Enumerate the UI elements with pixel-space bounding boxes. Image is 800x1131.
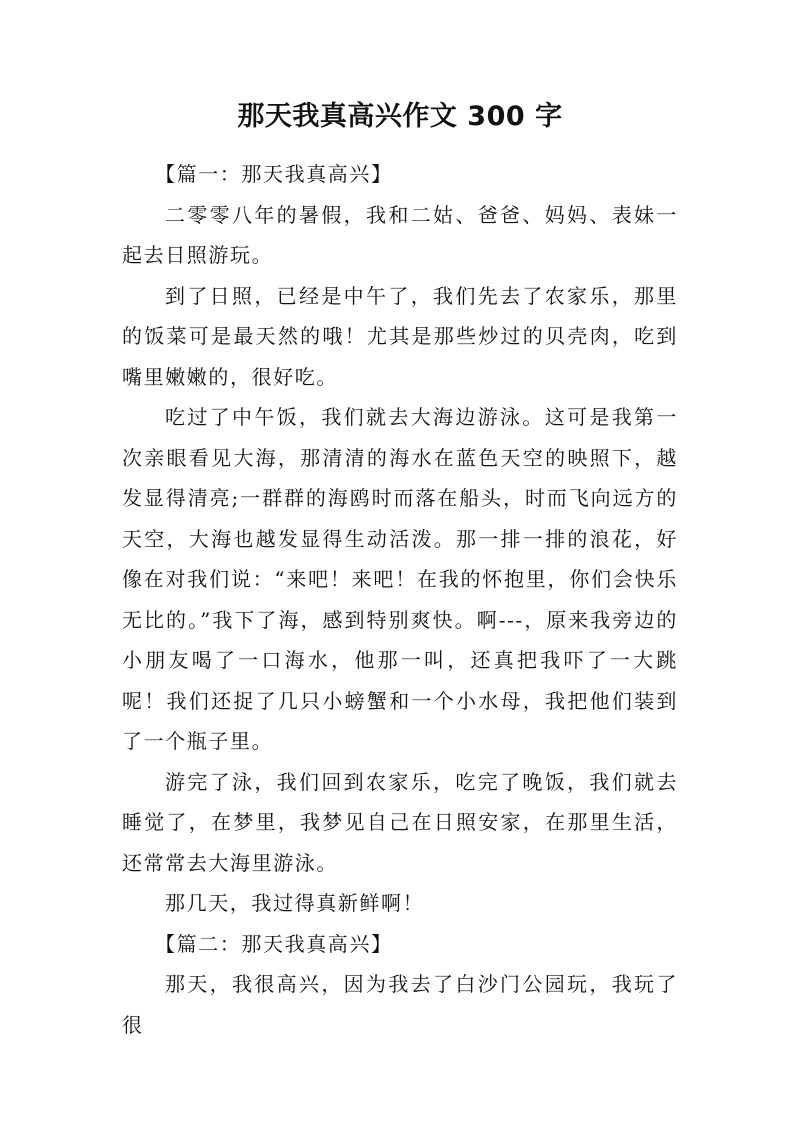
paragraph: 那天，我很高兴，因为我去了白沙门公园玩，我玩了很 (122, 972, 678, 1037)
paragraph: 到了日照，已经是中午了，我们先去了农家乐，那里的饭菜可是最天然的哦！尤其是那些炒过的贝壳肉，吃到嘴里嫩嫩的，很好吃。 (122, 283, 678, 389)
section-heading-1: 【篇一：那天我真高兴】 (155, 162, 393, 186)
paragraph: 游完了泳，我们回到农家乐，吃完了晚饭，我们就去睡觉了，在梦里，我梦见自己在日照安家，在那里生活，还常常去大海里游泳。 (122, 769, 678, 875)
section-heading-2: 【篇二：那天我真高兴】 (155, 931, 393, 956)
paragraph: 那几天，我过得真新鲜啊！ (165, 891, 425, 915)
page-title: 那天我真高兴作文 300 字 (237, 101, 563, 132)
paragraph: 吃过了中午饭，我们就去大海边游泳。这可是我第一次亲眼看见大海，那清清的海水在蓝色天空的映照下，越发显得清亮;一群群的海鸥时而落在船头，时而飞向远方的天空，大海也越发显得生动活泼。那一排一排的浪花，好像在对我们说：“来吧！来吧！在我的怀抱里，你们会快乐无比的。”我下了海，感到特别爽快。啊---，原来我旁边的小朋友喝了一口海水，他那一叫，还真把我吓了一大跳呢！我们还捉了几只小螃蟹和一个小水母，我把他们装到了一个瓶子里。 (122, 405, 678, 753)
paragraph: 二零零八年的暑假，我和二姑、爸爸、妈妈、表妹一起去日照游玩。 (122, 202, 678, 267)
essay-body (122, 154, 678, 1045)
